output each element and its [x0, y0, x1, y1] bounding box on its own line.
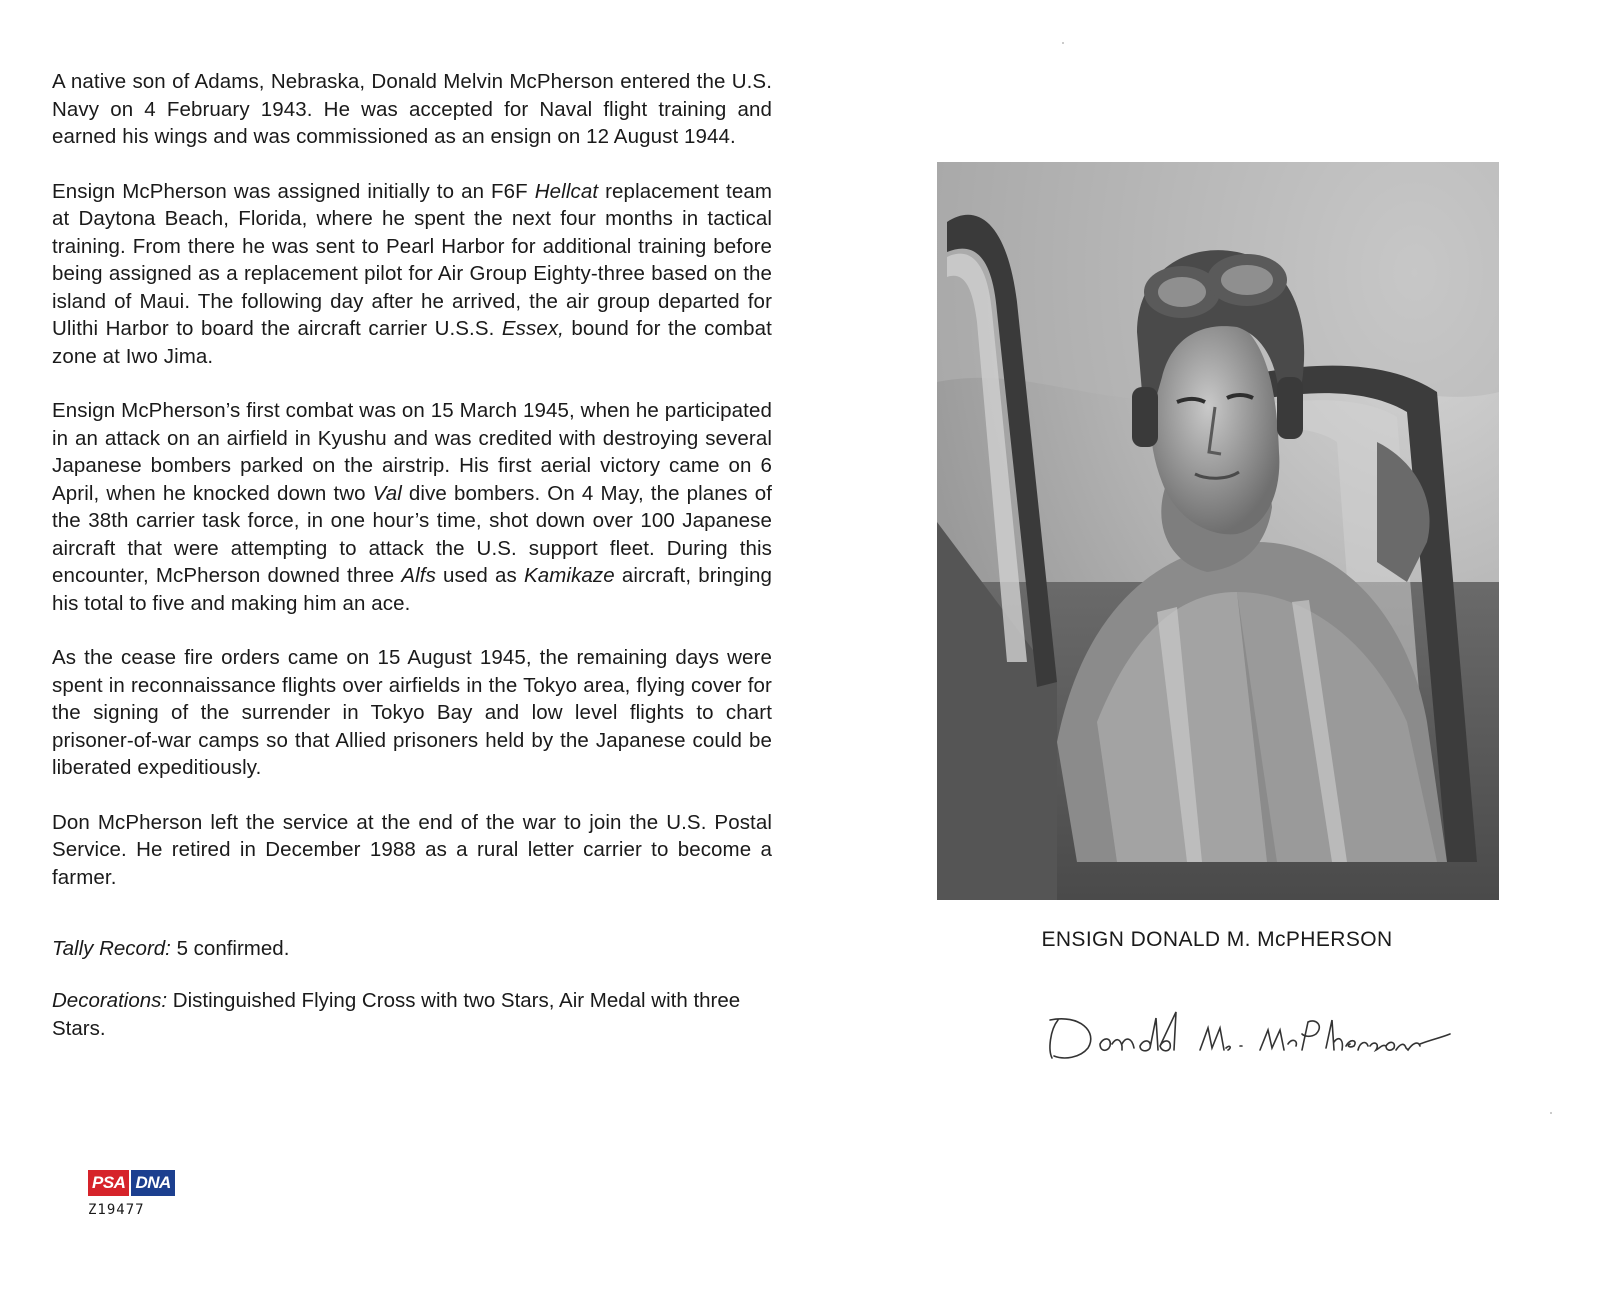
bio-paragraph-1: A native son of Adams, Nebraska, Donald Melvin McPherson entered the U.S. Navy on 4 February 1943. He was accepted for Naval flight training and earned his wings and was commissioned as an ensign on 12 August 1944. [52, 70, 772, 148]
text-run: dive bombers. On 4 May, the planes of the 38th carrier task force, in one hour’s time, shot down over 100 Japanese aircraft that were attempting to attack the U.S. support fleet. During this encounter, McPherson downed three [52, 481, 773, 587]
bio-paragraph-5: Don McPherson left the service at the end of the war to join the U.S. Postal Service. He retired in December 1988 as a rural letter carrier to become a farmer. [52, 810, 772, 889]
paper-speck [1550, 1112, 1552, 1114]
pilot-photo [937, 162, 1499, 900]
decorations [52, 987, 772, 1043]
tally-record [52, 935, 772, 963]
italic-alfs: Alfs [401, 564, 436, 587]
tally-label: Tally Record: [52, 937, 171, 960]
biography-column [52, 68, 772, 1043]
certificate-number: Z19477 [88, 1202, 145, 1218]
dna-logo-text: DNA [131, 1170, 174, 1196]
decorations-value: Distinguished Flying Cross with two Stars, Air Medal with three Stars. [52, 989, 741, 1040]
bio-paragraph-2 [52, 178, 772, 371]
photo-caption: ENSIGN DONALD M. McPHERSON [1041, 928, 1393, 951]
italic-kamikaze: Kamikaze [523, 564, 615, 587]
bio-paragraph-3 [52, 397, 772, 617]
pilot-portrait-image [937, 162, 1499, 900]
italic-val: Val [372, 481, 402, 505]
decorations-label: Decorations: [52, 989, 168, 1012]
text-run: Ensign McPherson was assigned initially to an F6F [52, 179, 535, 203]
text-run: used as [435, 564, 524, 587]
italic-essex: Essex, [501, 317, 564, 340]
signature-image [1040, 1010, 1460, 1070]
text-run: aircraft, bringing his total to five and making him an ace. [52, 564, 772, 615]
text-run: Ensign McPherson’s first combat was on 15 March 1945, when he participated in an attack on an airfield in Kyushu and was credited with destroying several Japanese bombers parked on the airstrip. His first aerial victory came on 6 April, when he knocked down two [52, 399, 772, 505]
paper-speck [1062, 42, 1064, 44]
text-run: bound for the combat zone at Iwo Jima. [52, 317, 772, 368]
psa-dna-authentication [88, 1170, 175, 1218]
bio-paragraph-4: As the cease fire orders came on 15 August 1945, the remaining days were spent in reconnaissance flights over airfields in the Tokyo area, flying cover for the signing of the surrender in Tokyo Bay and low level flights to chart prisoner-of-war camps so that Allied prisoners held by the Japanese could be liberated expeditiously. [52, 646, 772, 779]
psa-dna-logo [88, 1170, 175, 1196]
text-run: replacement team at Daytona Beach, Florida, where he spent the next four months in tactical training. From there he was sent to Pearl Harbor for additional training before being assigned as a replacement pilot for Air Group Eighty-three based on the island of Maui. The following day after he arrived, the air group departed for Ulithi Harbor to board the aircraft carrier U.S.S. [52, 179, 772, 340]
autograph-signature [1040, 1010, 1460, 1070]
italic-hellcat: Hellcat [534, 179, 599, 203]
tally-value: 5 confirmed. [170, 937, 290, 960]
psa-logo-text: PSA [88, 1170, 129, 1196]
